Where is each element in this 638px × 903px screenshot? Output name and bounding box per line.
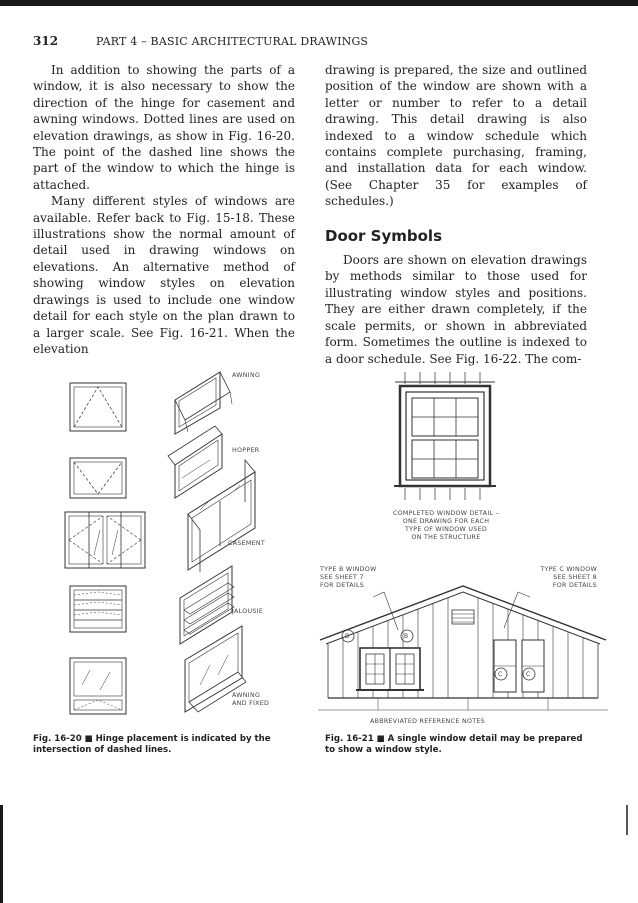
awning-iso <box>175 372 232 434</box>
detail-note-line: TYPE OF WINDOW USED <box>404 526 487 533</box>
hopper-iso <box>168 426 222 498</box>
caption-bullet: ■ <box>376 734 388 744</box>
casement-elevation <box>65 512 145 568</box>
figure-16-20-drawing <box>60 360 360 730</box>
caption-number: Fig. 16-21 <box>325 734 374 744</box>
jalousie-elevation <box>70 586 126 632</box>
abbreviated-note: ABBREVIATED REFERENCE NOTES <box>370 718 485 725</box>
detail-note-line: ON THE STRUCTURE <box>411 534 481 541</box>
casement-iso <box>188 460 255 572</box>
left-text-column <box>33 62 295 357</box>
type-c-line: SEE SHEET 8 <box>553 574 597 581</box>
running-head: PART 4 – BASIC ARCHITECTURAL DRAWINGS <box>96 35 369 48</box>
figure-16-20-caption <box>33 734 303 756</box>
label-awning: AWNING <box>232 372 261 379</box>
right-text-column <box>325 62 587 367</box>
figure-16-21-caption <box>325 734 595 756</box>
awning-fixed-elevation <box>70 658 126 714</box>
caption-text: Hinge placement is indicated by the intersection of dashed lines. <box>33 734 271 755</box>
awning-elevation <box>70 383 126 431</box>
section-heading: Door Symbols <box>325 226 443 245</box>
label-awning-fixed-1: AWNING <box>232 692 261 699</box>
type-b-line: TYPE B WINDOW <box>320 566 377 573</box>
type-b-line: SEE SHEET 7 <box>320 574 364 581</box>
type-c-line: FOR DETAILS <box>552 582 597 589</box>
top-edge-bar <box>0 0 638 6</box>
type-c-line: TYPE C WINDOW <box>540 566 597 573</box>
hopper-elevation <box>70 458 126 498</box>
marker-c-left: C <box>498 671 503 678</box>
detail-note <box>376 510 516 542</box>
page-edge-right <box>626 805 628 835</box>
paragraph: drawing is prepared, the size and outlined position of the window are shown with a letter or number to refer to a detail drawing. This detail drawing is also indexed to a window schedule which contains complete purchasing, framing, and installation data for each window. (See Chapter 35 for examples of schedules.) <box>325 63 587 209</box>
figure-16-21-window-detail <box>380 372 510 502</box>
figure-16-21-house-elevation <box>318 580 608 720</box>
page-number: 312 <box>33 34 59 48</box>
jalousie-iso <box>180 566 234 644</box>
caption-bullet: ■ <box>84 734 96 744</box>
label-hopper: HOPPER <box>232 447 260 454</box>
marker-c-right: C <box>526 671 531 678</box>
caption-number: Fig. 16-20 <box>33 734 82 744</box>
label-awning-fixed-2: AND FIXED <box>232 700 270 707</box>
page-edge-left <box>0 805 3 903</box>
label-casement: CASEMENT <box>228 540 266 547</box>
type-b-line: FOR DETAILS <box>320 582 365 589</box>
detail-note-line: COMPLETED WINDOW DETAIL – <box>392 510 500 517</box>
marker-b-left: B <box>345 633 350 640</box>
paragraph: Many different styles of windows are available. Refer back to Fig. 15-18. These illustrations show the normal amount of detail used in drawing windows on elevations. An alternative method of showing window styles on elevation drawings is used to include one window detail for each style on the plan drawn to a larger scale. See Fig. 16-21. When the elevation <box>33 194 295 356</box>
label-jalousie: JALOUSIE <box>232 608 264 615</box>
caption-text: A single window detail may be prepared to show a window style. <box>325 734 583 755</box>
paragraph: In addition to showing the parts of a window, it is also necessary to show the direction of the hinge for casement and awning windows. Dotted lines are used on elevation drawings, as show in Fig. 16-20. The point of the dashed line shows the part of the window to which the hinge is attached. <box>33 63 295 192</box>
detail-note-line: ONE DRAWING FOR EACH <box>402 518 490 525</box>
marker-b-right: B <box>404 633 409 640</box>
paragraph: Doors are shown on elevation drawings by methods similar to those used for illustrating window styles and positions. They are either drawn completely, if the scale permits, or shown in abbreviated form. Sometimes the outline is indexed to a door schedule. See Fig. 16-22. The com- <box>325 253 587 366</box>
